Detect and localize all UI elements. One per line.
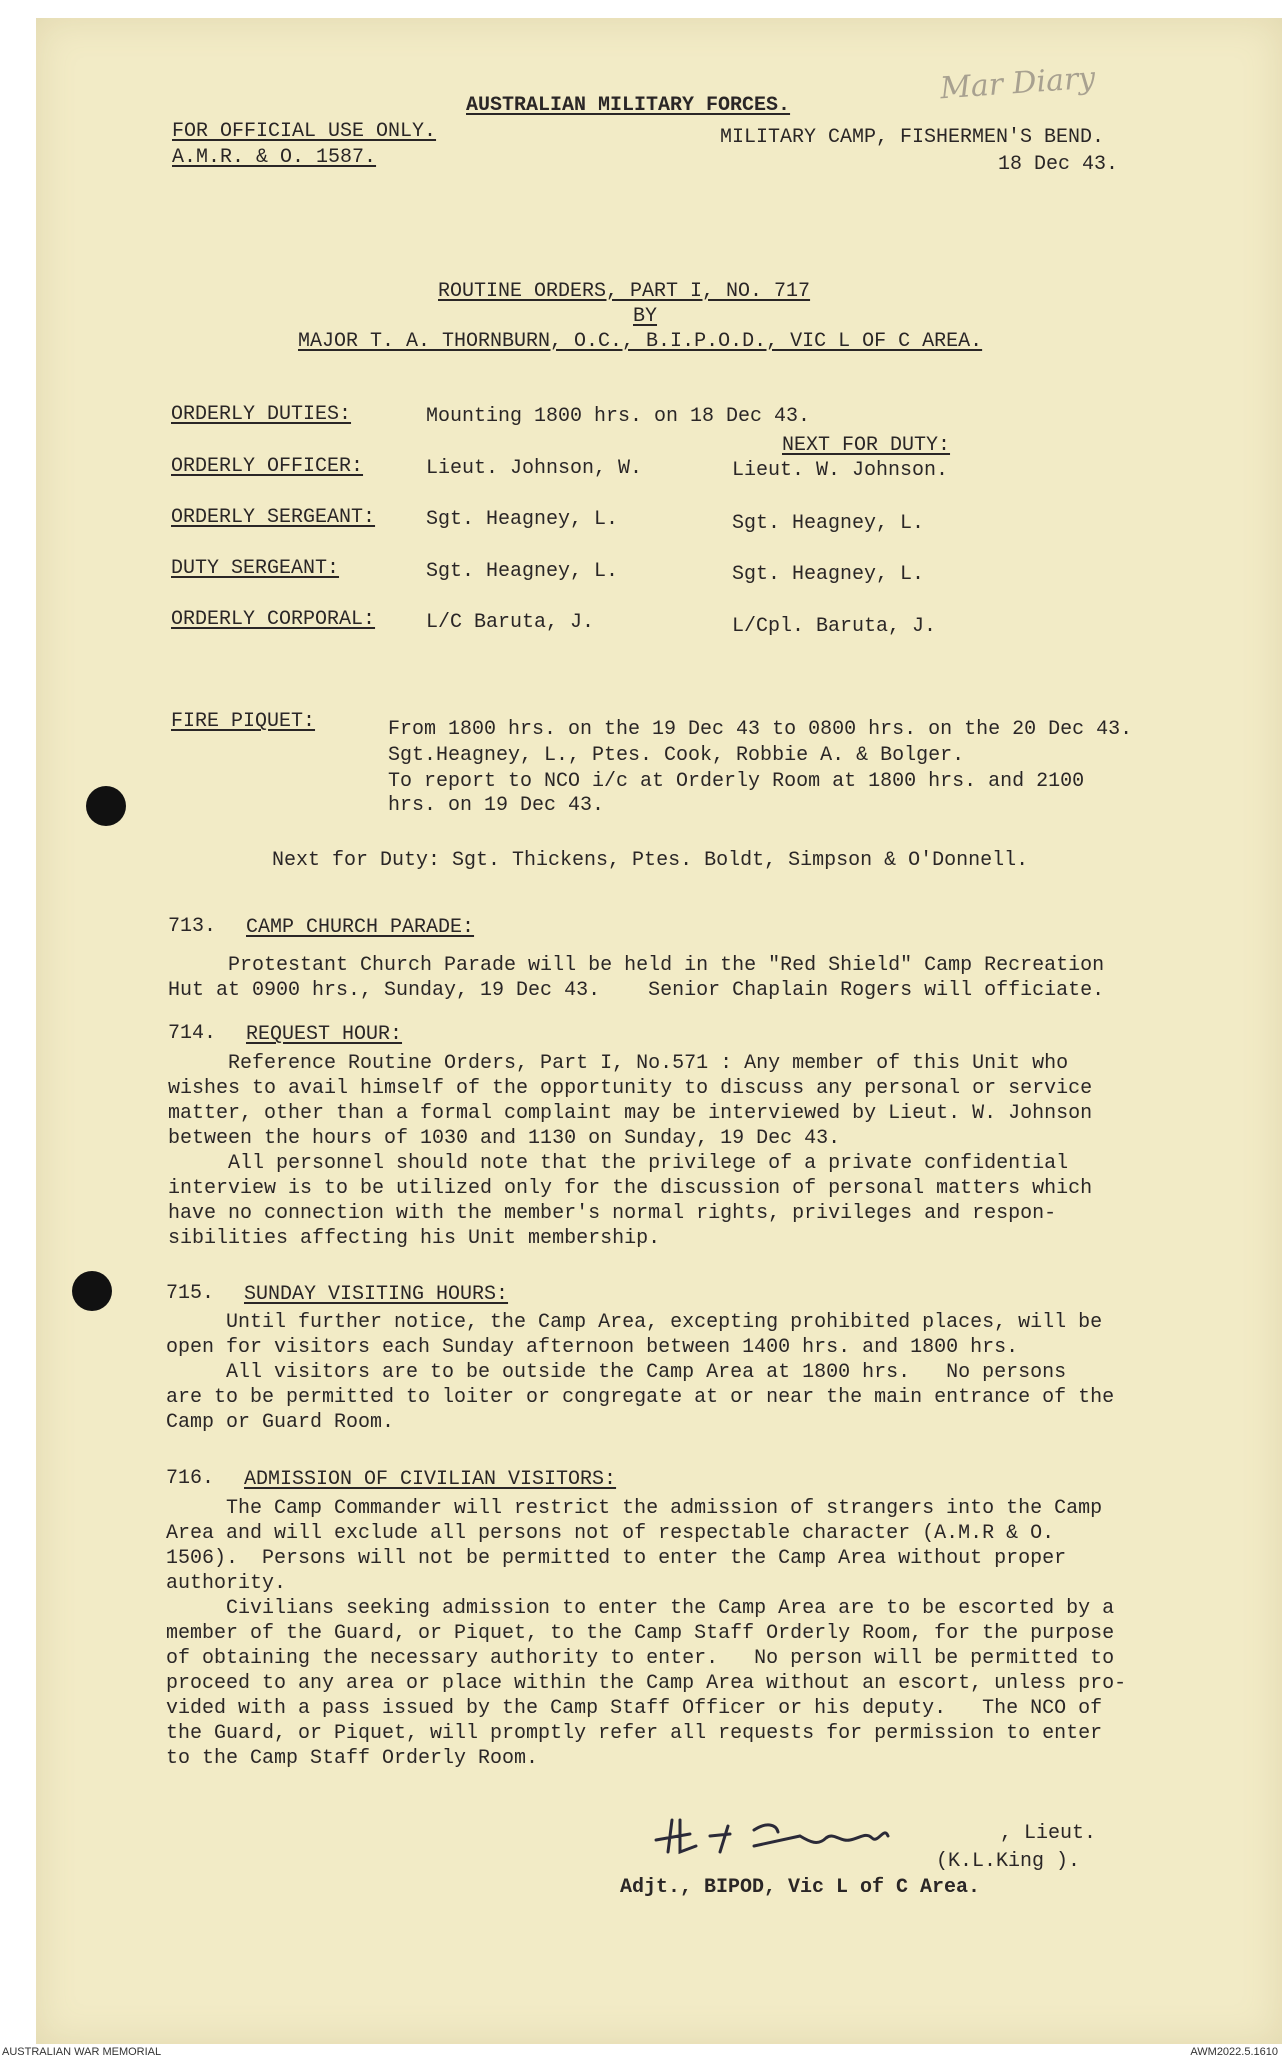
reference-number: A.M.R. & O. 1587. [172,146,377,169]
document-date: 18 Dec 43. [998,153,1119,176]
section-body: Until further notice, the Camp Area, excepting prohibited places, will be open for visitors each Sunday afternoon between 1400 hrs. and 1800 hrs. All visitors are to be outside the Camp Area at 1800 hrs. No persons are to be permitted to loiter or congregate at or near the main entrance of the Camp or Guard Room. [166,1311,1115,1434]
section-number: 713. [168,915,217,938]
duty-row-current: Lieut. Johnson, W. [426,457,643,480]
duty-row-current: L/C Baruta, J. [426,611,595,634]
section-heading: CAMP CHURCH PARADE: [246,916,475,939]
section-body: Protestant Church Parade will be held in the "Red Shield" Camp Recreation Hut at 0900 hrs., Sunday, 19 Dec 43. Senior Chaplain Rogers will officiate. [168,954,1105,1002]
duty-row-next: Lieut. W. Johnson. [732,459,949,482]
fire-piquet-line: To report to NCO i/c at Orderly Room at 1800 hrs. and 2100 [388,770,1085,793]
duty-row-label: ORDERLY CORPORAL: [171,608,376,631]
orderly-duties-label: ORDERLY DUTIES: [171,403,352,426]
pencil-annotation: Mar Diary [938,60,1097,107]
section-heading: ADMISSION OF CIVILIAN VISITORS: [244,1468,617,1491]
mounting-text: Mounting 1800 hrs. on 18 Dec 43. [426,405,811,428]
duty-row-label: ORDERLY OFFICER: [171,455,364,478]
section-number: 715. [166,1282,215,1305]
footer-institution: AUSTRALIAN WAR MEMORIAL [2,2046,162,2058]
punch-hole-bottom [72,1271,112,1311]
fire-piquet-line: Sgt.Heagney, L., Ptes. Cook, Robbie A. & Bolger. [388,744,965,767]
location: MILITARY CAMP, FISHERMEN'S BEND. [720,126,1105,149]
section-heading: SUNDAY VISITING HOURS: [244,1283,509,1306]
signature-name: (K.L.King ). [936,1850,1081,1873]
fire-piquet-line: From 1800 hrs. on the 19 Dec 43 to 0800 hrs. on the 20 Dec 43. [388,718,1133,741]
duty-row-next: Sgt. Heagney, L. [732,563,925,586]
section-body: Reference Routine Orders, Part I, No.571 : Any member of this Unit who wishes to avail himself of the opportunity to discuss any personal or service matter, other than a formal complaint may be interviewed by Lieut. W. Johnson between the hours of 1030 and 1130 on Sunday, 19 Dec 43. All personnel should note that the privilege of a private confidential interview is to be utilized only for the discussion of personal matters which have no connection with the member's normal rights, privileges and respon- sibilities affecting his Unit membership. [168,1052,1093,1250]
duty-row-next: L/Cpl. Baruta, J. [732,615,937,638]
duty-row-label: DUTY SERGEANT: [171,557,340,580]
fire-piquet-label: FIRE PIQUET: [171,710,316,733]
title-line-2: BY [633,305,658,328]
org-heading: AUSTRALIAN MILITARY FORCES. [466,94,791,117]
section-heading: REQUEST HOUR: [246,1023,403,1046]
section-number: 714. [168,1022,217,1045]
duty-row-label: ORDERLY SERGEANT: [171,506,376,529]
duty-row-current: Sgt. Heagney, L. [426,560,619,583]
duty-row-current: Sgt. Heagney, L. [426,508,619,531]
punch-hole-top [86,786,126,826]
fire-piquet-next: Next for Duty: Sgt. Thickens, Ptes. Boldt, Simpson & O'Donnell. [272,849,1029,872]
fire-piquet-line: hrs. on 19 Dec 43. [388,794,605,817]
title-line-1: ROUTINE ORDERS, PART I, NO. 717 [438,280,811,303]
title-line-3: MAJOR T. A. THORNBURN, O.C., B.I.P.O.D., VIC L OF C AREA. [298,330,983,353]
classification-label: FOR OFFICIAL USE ONLY. [172,120,437,143]
footer-accession-number: AWM2022.5.1610 [1190,2046,1278,2058]
signature-unit: Adjt., BIPOD, Vic L of C Area. [620,1876,981,1899]
signature-rank: , Lieut. [1000,1822,1097,1845]
next-for-duty-heading: NEXT FOR DUTY: [782,434,951,457]
duty-row-next: Sgt. Heagney, L. [732,512,925,535]
section-body: The Camp Commander will restrict the admission of strangers into the Camp Area and will exclude all persons not of respectable character (A.M.R & O. 1506). Persons will not be permitted to enter the Camp Area without proper authority. Civilians seeking admission to enter the Camp Area are to be escorted by a member of the Guard, or Piquet, to the Camp Staff Orderly Room, for the purpose of obtaining the necessary authority to enter. No person will be permitted to proceed to any area or place within the Camp Area without an escort, unless pro- vided with a pass issued by the Camp Staff Officer or his deputy. The NCO of the Guard, or Piquet, will promptly refer all requests for permission to enter to the Camp Staff Orderly Room. [166,1497,1127,1770]
section-number: 716. [166,1467,215,1490]
